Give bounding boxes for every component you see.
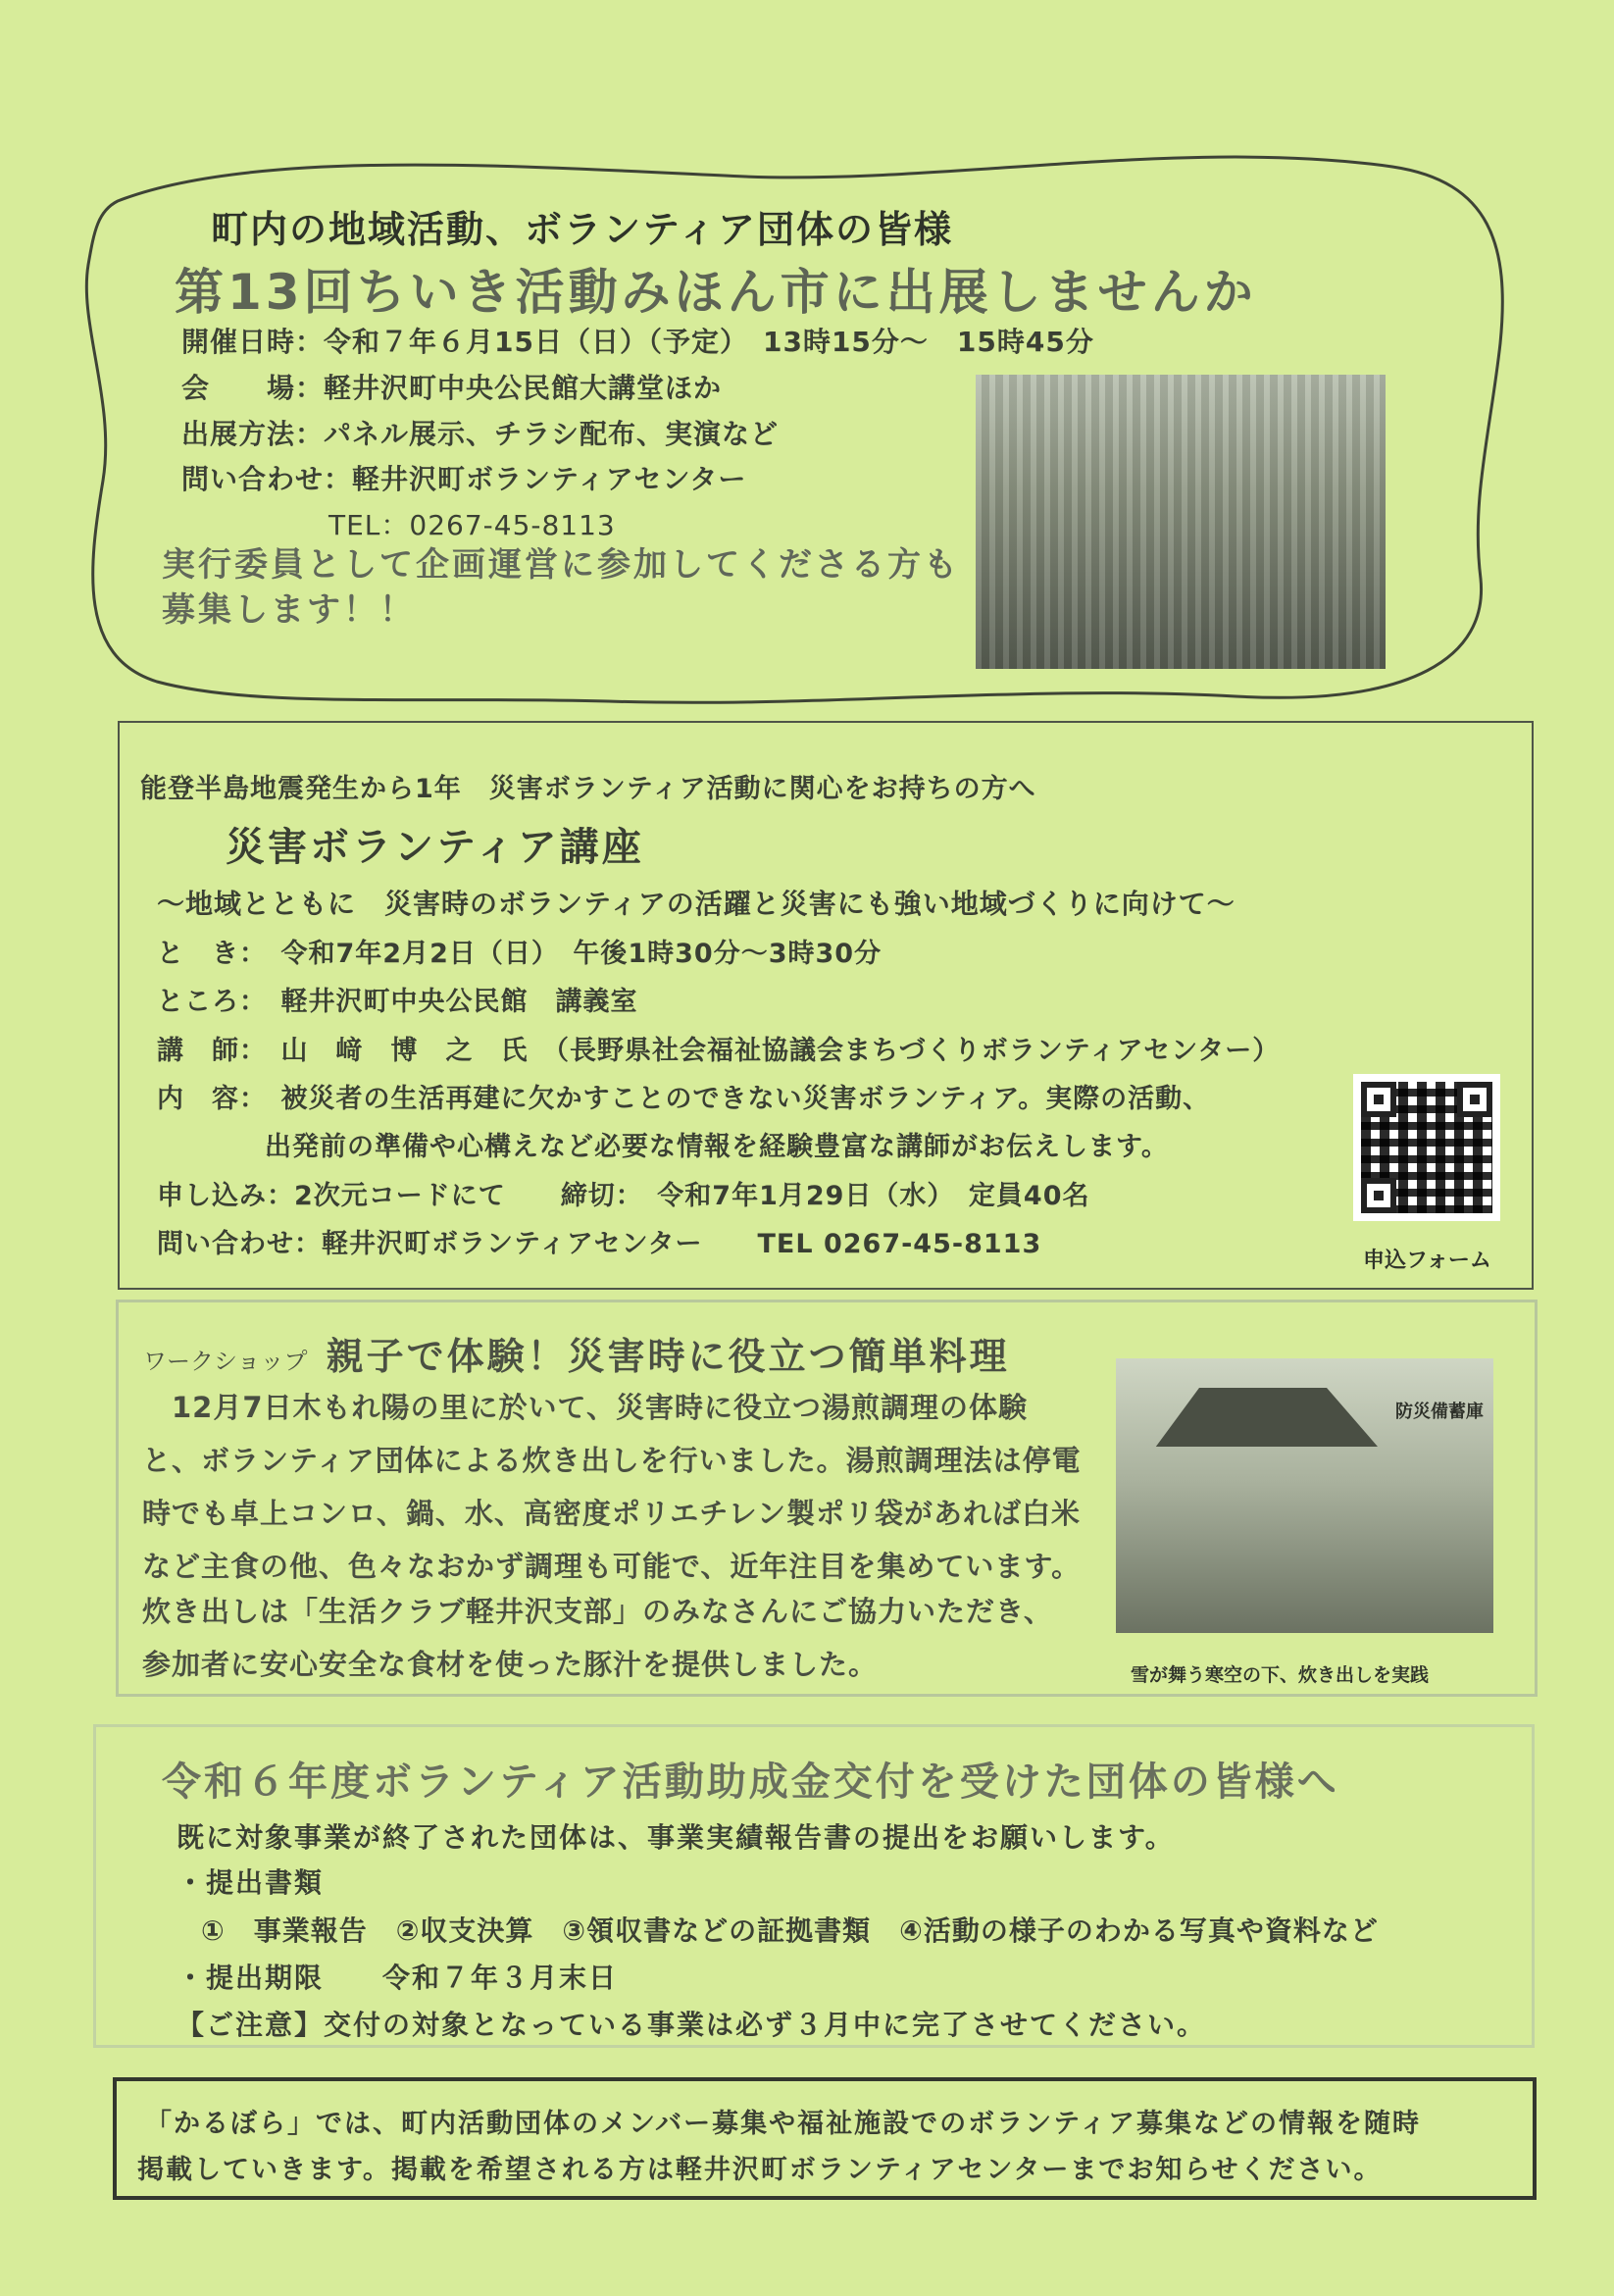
grant-deadline: ・提出期限 令和７年３月末日 [177, 1962, 619, 1994]
event-venue-label: 会 場： [181, 372, 325, 404]
seminar-where: ところ： 軽井沢町中央公民館 講義室 [157, 987, 638, 1017]
grant-docs: ① 事業報告 ②収支決算 ③領収書などの証拠書類 ④活動の様子のわかる写真や資料など [201, 1914, 1379, 1947]
event-method-value: パネル展示、チラシ配布、実演など [324, 418, 780, 450]
workshop-line-4: など主食の他、色々なおかず調理も可能で、近年注目を集めています。 [142, 1550, 1082, 1583]
qr-caption: 申込フォーム [1363, 1249, 1491, 1273]
workshop-line-6: 参加者に安心安全な食材を使った豚汁を提供しました。 [142, 1648, 879, 1681]
event-date-value: 令和７年６月15日（日）（予定） 13時15分～ 15時45分 [324, 326, 1094, 358]
qr-finder-top-left [1361, 1082, 1396, 1117]
seminar-subtitle: ～地域とともに 災害時のボランティアの活躍と災害にも強い地域づくりに向けて～ [157, 888, 1236, 920]
qr-finder-top-right [1457, 1082, 1492, 1117]
grant-lead: 既に対象事業が終了された団体は、事業実績報告書の提出をお願いします。 [177, 1821, 1175, 1854]
workshop-line-3: 時でも卓上コンロ、鍋、水、高密度ポリエチレン製ポリ袋があれば白米 [142, 1497, 1081, 1530]
seminar-lead: 能登半島地震発生から1年 災害ボランティア活動に関心をお持ちの方へ [140, 774, 1036, 804]
event-photo [976, 375, 1386, 669]
event-method-row [181, 413, 779, 452]
event-title: 第13回ちいき活動みほん市に出展しませんか [175, 264, 1257, 321]
event-contact-row [181, 458, 746, 497]
seminar-apply: 申し込み：2次元コードにて 締切： 令和7年1月29日（水） 定員40名 [157, 1181, 1090, 1211]
workshop-photo-caption: 雪が舞う寒空の下、炊き出しを実践 [1131, 1664, 1430, 1686]
event-tel: TEL：0267-45-8113 [328, 509, 616, 541]
seminar-lecturer: 講 師： 山 﨑 博 之 氏 （長野県社会福祉協議会まちづくりボランティアセンター） [157, 1036, 1281, 1066]
workshop-title: 親子で体験！災害時に役立つ簡単料理 [326, 1335, 1010, 1378]
workshop-tag: ワークショップ [143, 1348, 308, 1375]
workshop-line-1: 12月7日木もれ陽の里に於いて、災害時に役立つ湯煎調理の体験 [172, 1391, 1028, 1424]
photo-sign: 防災備蓄庫 [1395, 1402, 1484, 1422]
event-date-row [181, 321, 1094, 360]
workshop-line-2: と、ボランティア団体による炊き出しを行いました。湯煎調理法は停電 [142, 1444, 1082, 1477]
event-contact-label: 問い合わせ： [181, 463, 353, 495]
event-method-label: 出展方法： [181, 418, 325, 450]
workshop-line-5: 炊き出しは「生活クラブ軽井沢支部」のみなさんにご協力いただき、 [142, 1595, 1053, 1628]
event-venue-row [181, 367, 722, 406]
seminar-content-2: 出発前の準備や心構えなど必要な情報を経験豊富な講師がお伝えします。 [265, 1132, 1169, 1162]
seminar-content-1: 内 容： 被災者の生活再建に欠かすことのできない災害ボランティア。実際の活動、 [157, 1084, 1211, 1114]
notice-line-2: 掲載していきます。掲載を希望される方は軽井沢町ボランティアセンターまでお知らせください。 [137, 2155, 1383, 2185]
application-qr-code[interactable] [1353, 1074, 1500, 1221]
grant-docs-label: ・提出書類 [177, 1866, 325, 1899]
tent-roof [1135, 1388, 1390, 1447]
event-date-label: 開催日時： [181, 326, 325, 358]
event-contact-value: 軽井沢町ボランティアセンター [352, 463, 747, 495]
seminar-when: と き： 令和7年2月2日（日） 午後1時30分～3時30分 [157, 939, 883, 969]
workshop-heading [143, 1326, 1010, 1380]
qr-finder-bottom-left [1361, 1178, 1396, 1213]
event-intro: 町内の地域活動、ボランティア団体の皆様 [211, 208, 953, 251]
event-recruit-note: 実行委員として企画運営に参加してくださる方も募集します！！ [162, 545, 960, 630]
notice-line-1: 「かるぼら」では、町内活動団体のメンバー募集や福祉施設でのボランティア募集などの情報を随時 [145, 2109, 1421, 2139]
grant-note: 【ご注意】交付の対象となっている事業は必ず３月中に完了させてください。 [177, 2009, 1207, 2041]
seminar-contact: 問い合わせ：軽井沢町ボランティアセンター TEL 0267-45-8113 [157, 1229, 1042, 1259]
workshop-photo [1116, 1358, 1493, 1633]
event-venue-value: 軽井沢町中央公民館大講堂ほか [324, 372, 723, 404]
grant-title: 令和６年度ボランティア活動助成金交付を受けた団体の皆様へ [162, 1760, 1339, 1805]
seminar-title: 災害ボランティア講座 [226, 825, 644, 870]
